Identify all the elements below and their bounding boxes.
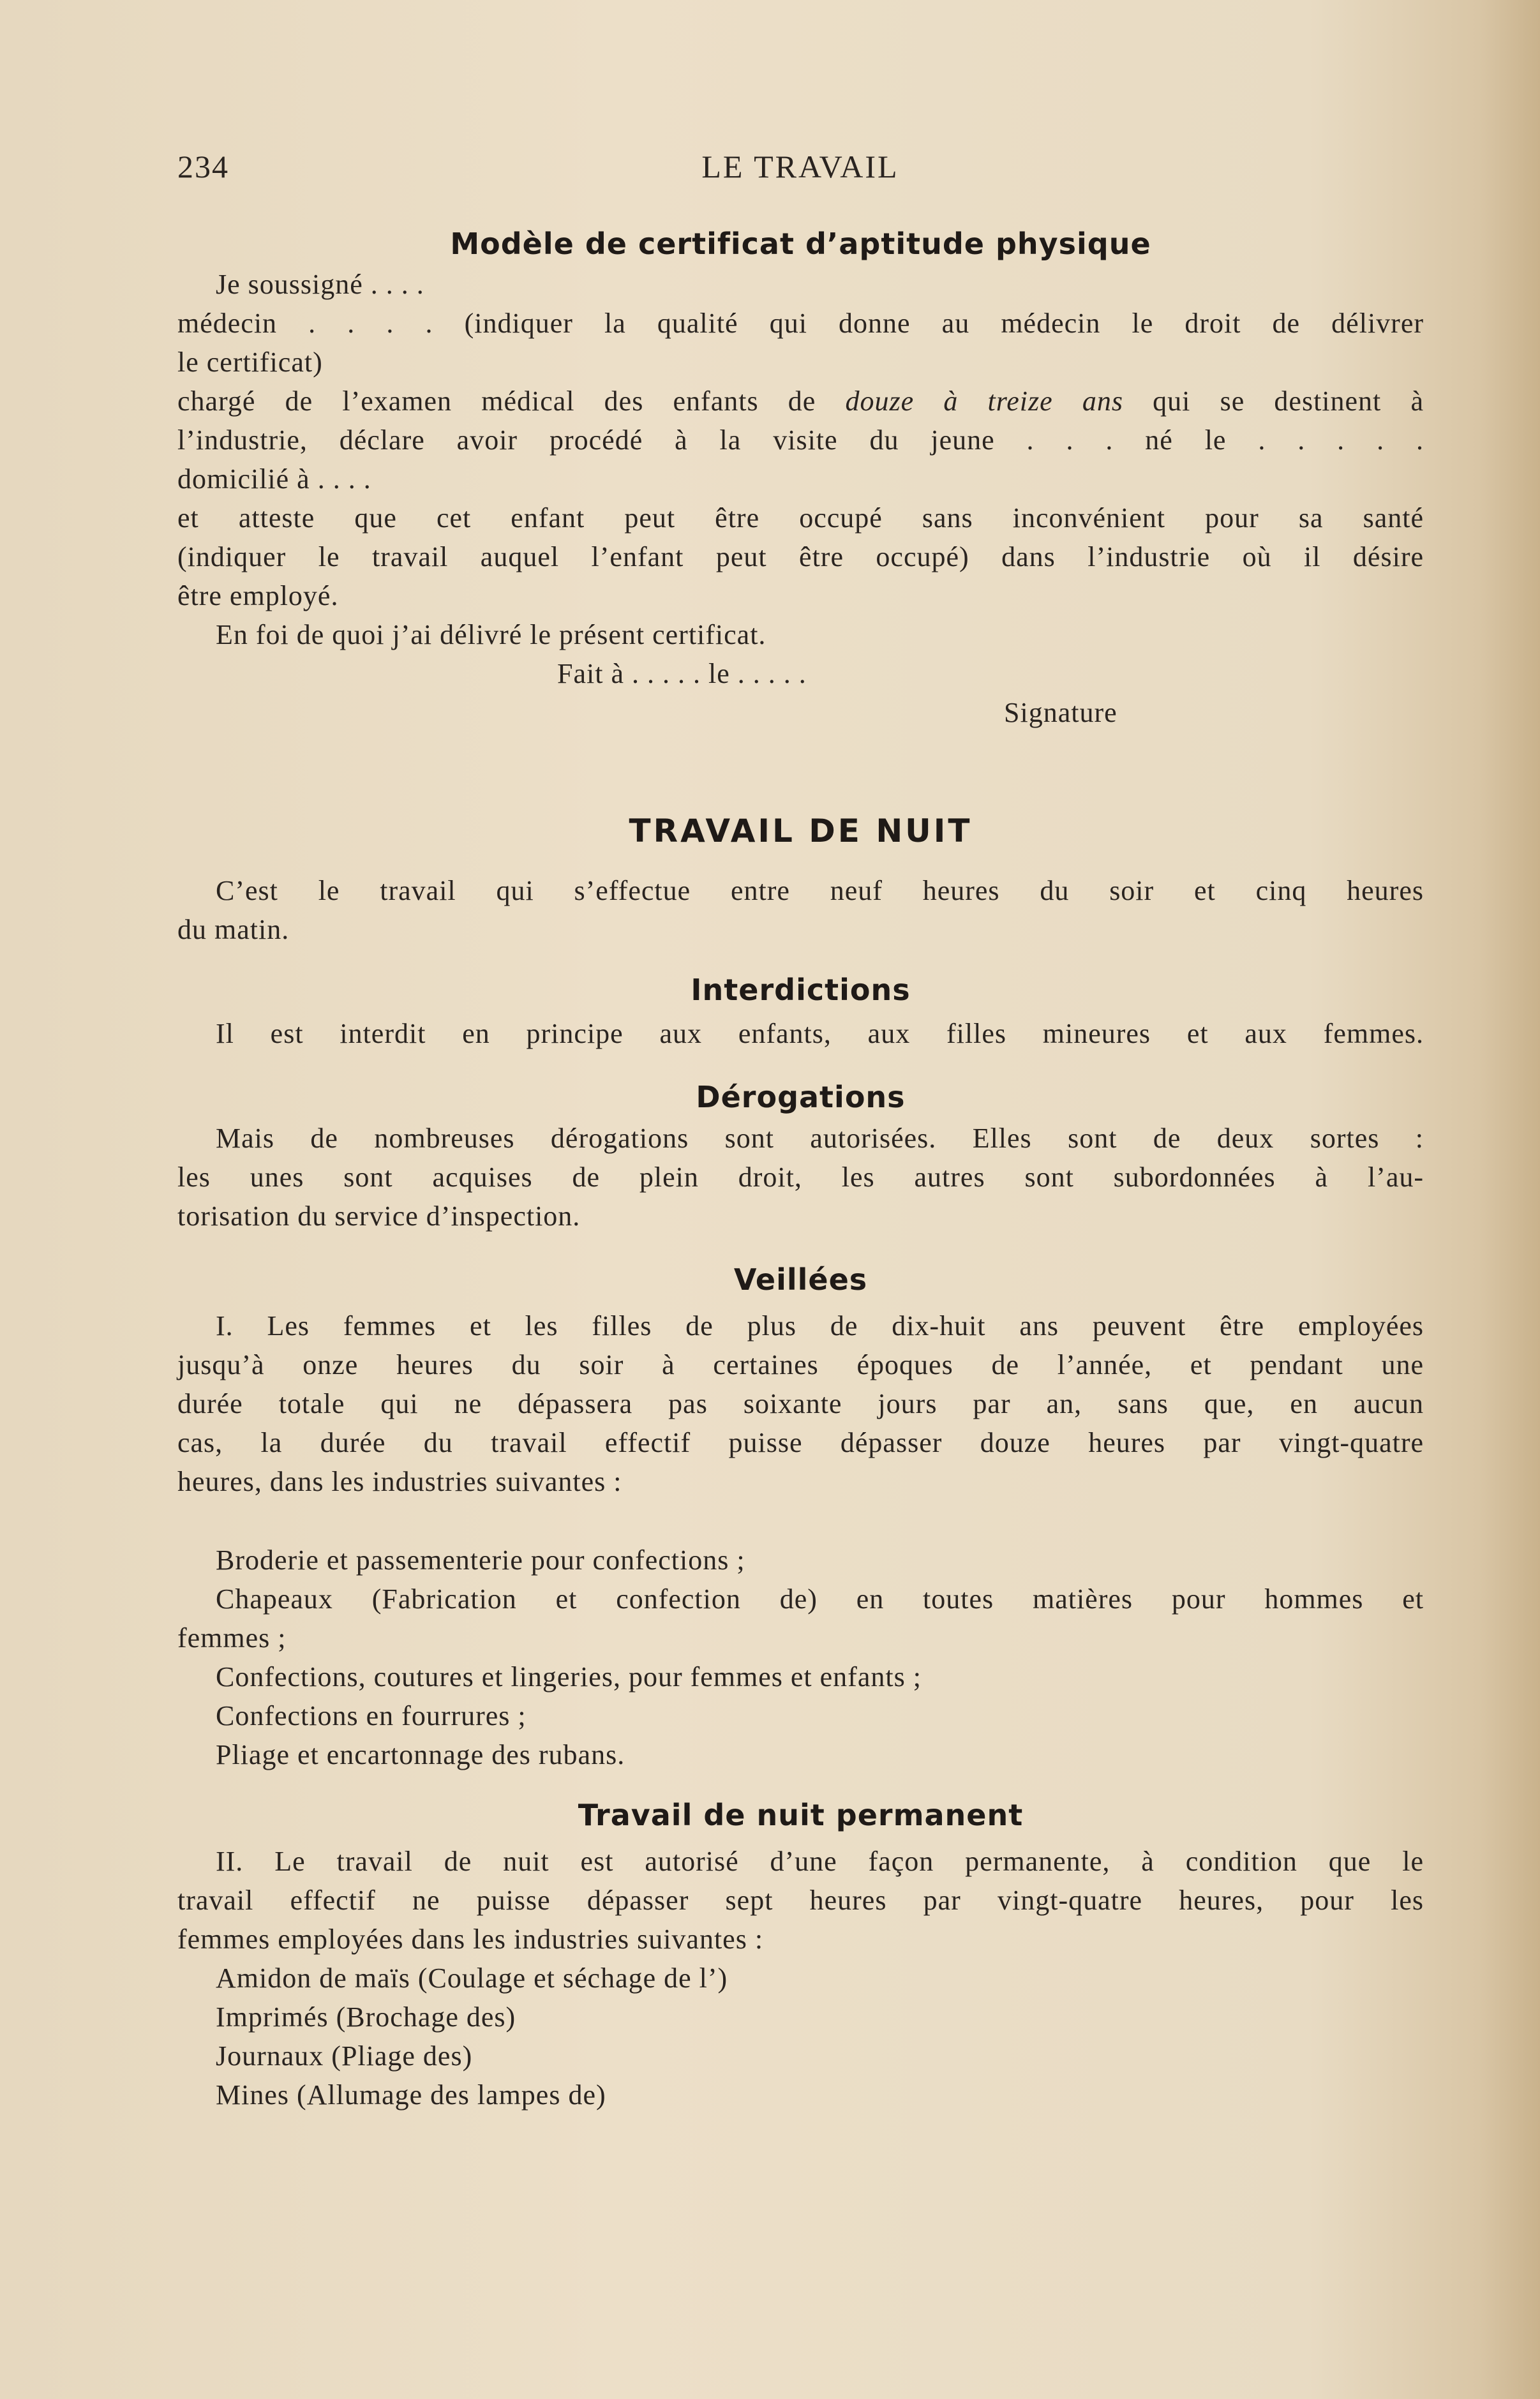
derogations-text [177, 1119, 1424, 1236]
paragraph-line: Il est interdit en principe aux enfants, aux filles mineures et aux femmes. [216, 1018, 1424, 1049]
certificate-line: domicilié à . . . . [177, 463, 371, 495]
paragraph-line: I. Les femmes et les filles de plus de dix-huit ans peuvent être employées [216, 1310, 1424, 1341]
section-title-night-work: TRAVAIL DE NUIT [629, 812, 973, 849]
paragraph-line: jusqu’à onze heures du soir à certaines époques de l’année, et pendant une [177, 1349, 1424, 1380]
list-item: Journaux (Pliage des) [216, 2040, 473, 2072]
list-item: Chapeaux (Fabrication et confection de) en toutes matières pour hommes et [216, 1583, 1424, 1615]
certificate-text [177, 265, 1424, 732]
list-item: Pliage et encartonnage des rubans. [216, 1739, 625, 1770]
text-run: chargé de l’examen médical des enfants de [177, 385, 846, 417]
interdictions-text [177, 1014, 1424, 1053]
running-title: LE TRAVAIL [701, 149, 899, 184]
certificate-line: Je soussigné . . . . [216, 269, 424, 300]
certificate-line: être employé. [177, 580, 339, 611]
paragraph-line: femmes employées dans les industries suivantes : [177, 1924, 764, 1955]
paragraph-line: cas, la durée du travail effectif puisse dépasser douze heures par vingt-quatre [177, 1427, 1424, 1458]
veillees-list [177, 1541, 1424, 1774]
certificate-line [177, 382, 1424, 421]
heading-permanent-night-work: Travail de nuit permanent [578, 1798, 1024, 1832]
list-item: Mines (Allumage des lampes de) [216, 2079, 606, 2111]
heading-interdictions: Interdictions [691, 973, 911, 1007]
italic-text: douze à treize ans [845, 385, 1123, 417]
certificate-line: En foi de quoi j’ai délivré le présent certificat. [216, 619, 766, 650]
certificate-line: (indiquer le travail auquel l’enfant peut être occupé) dans l’industrie où il désire [177, 541, 1424, 572]
list-item: Broderie et passementerie pour confections ; [216, 1544, 745, 1576]
certificate-line: Fait à . . . . . le . . . . . [557, 658, 807, 689]
certificate-line: le certificat) [177, 347, 323, 378]
list-item: Confections en fourrures ; [216, 1700, 527, 1731]
list-item: Amidon de maïs (Coulage et séchage de l’) [216, 1962, 728, 1994]
paragraph-line: travail effectif ne puisse dépasser sept heures par vingt-quatre heures, pour les [177, 1885, 1424, 1916]
signature-label: Signature [1004, 697, 1118, 728]
night-work-definition [177, 871, 1424, 949]
heading-veillees: Veillées [733, 1262, 868, 1297]
veillees-text [177, 1306, 1424, 1501]
paragraph-line: heures, dans les industries suivantes : [177, 1466, 622, 1497]
paragraph-line: C’est le travail qui s’effectue entre neuf heures du soir et cinq heures [216, 875, 1424, 906]
list-item: Confections, coutures et lingeries, pour femmes et enfants ; [216, 1661, 922, 1693]
list-item: Imprimés (Brochage des) [216, 2001, 516, 2033]
paragraph-line: torisation du service d’inspection. [177, 1200, 581, 1232]
certificate-title: Modèle de certificat d’aptitude physique [450, 227, 1151, 261]
paragraph-line: II. Le travail de nuit est autorisé d’une façon permanente, à condition que le [216, 1846, 1424, 1877]
heading-derogations: Dérogations [696, 1080, 906, 1114]
certificate-line: et atteste que cet enfant peut être occupé sans inconvénient pour sa santé [177, 502, 1424, 534]
page-header [177, 148, 1423, 193]
paragraph-line: Mais de nombreuses dérogations sont autorisées. Elles sont de deux sortes : [216, 1123, 1424, 1154]
paragraph-line: du matin. [177, 914, 290, 945]
paragraph-line: les unes sont acquises de plein droit, les autres sont subordonnées à l’au- [177, 1162, 1424, 1193]
page-number: 234 [177, 149, 229, 184]
certificate-line: l’industrie, déclare avoir procédé à la visite du jeune . . . né le . . . . . [177, 424, 1424, 456]
permanent-text [177, 1842, 1424, 2114]
list-item: femmes ; [177, 1622, 287, 1654]
page-body [177, 223, 1424, 2114]
text-run: qui se destinent à [1123, 385, 1424, 417]
paragraph-line: durée totale qui ne dépassera pas soixante jours par an, sans que, en aucun [177, 1388, 1424, 1419]
certificate-line: médecin . . . . (indiquer la qualité qui donne au médecin le droit de délivrer [177, 308, 1424, 339]
